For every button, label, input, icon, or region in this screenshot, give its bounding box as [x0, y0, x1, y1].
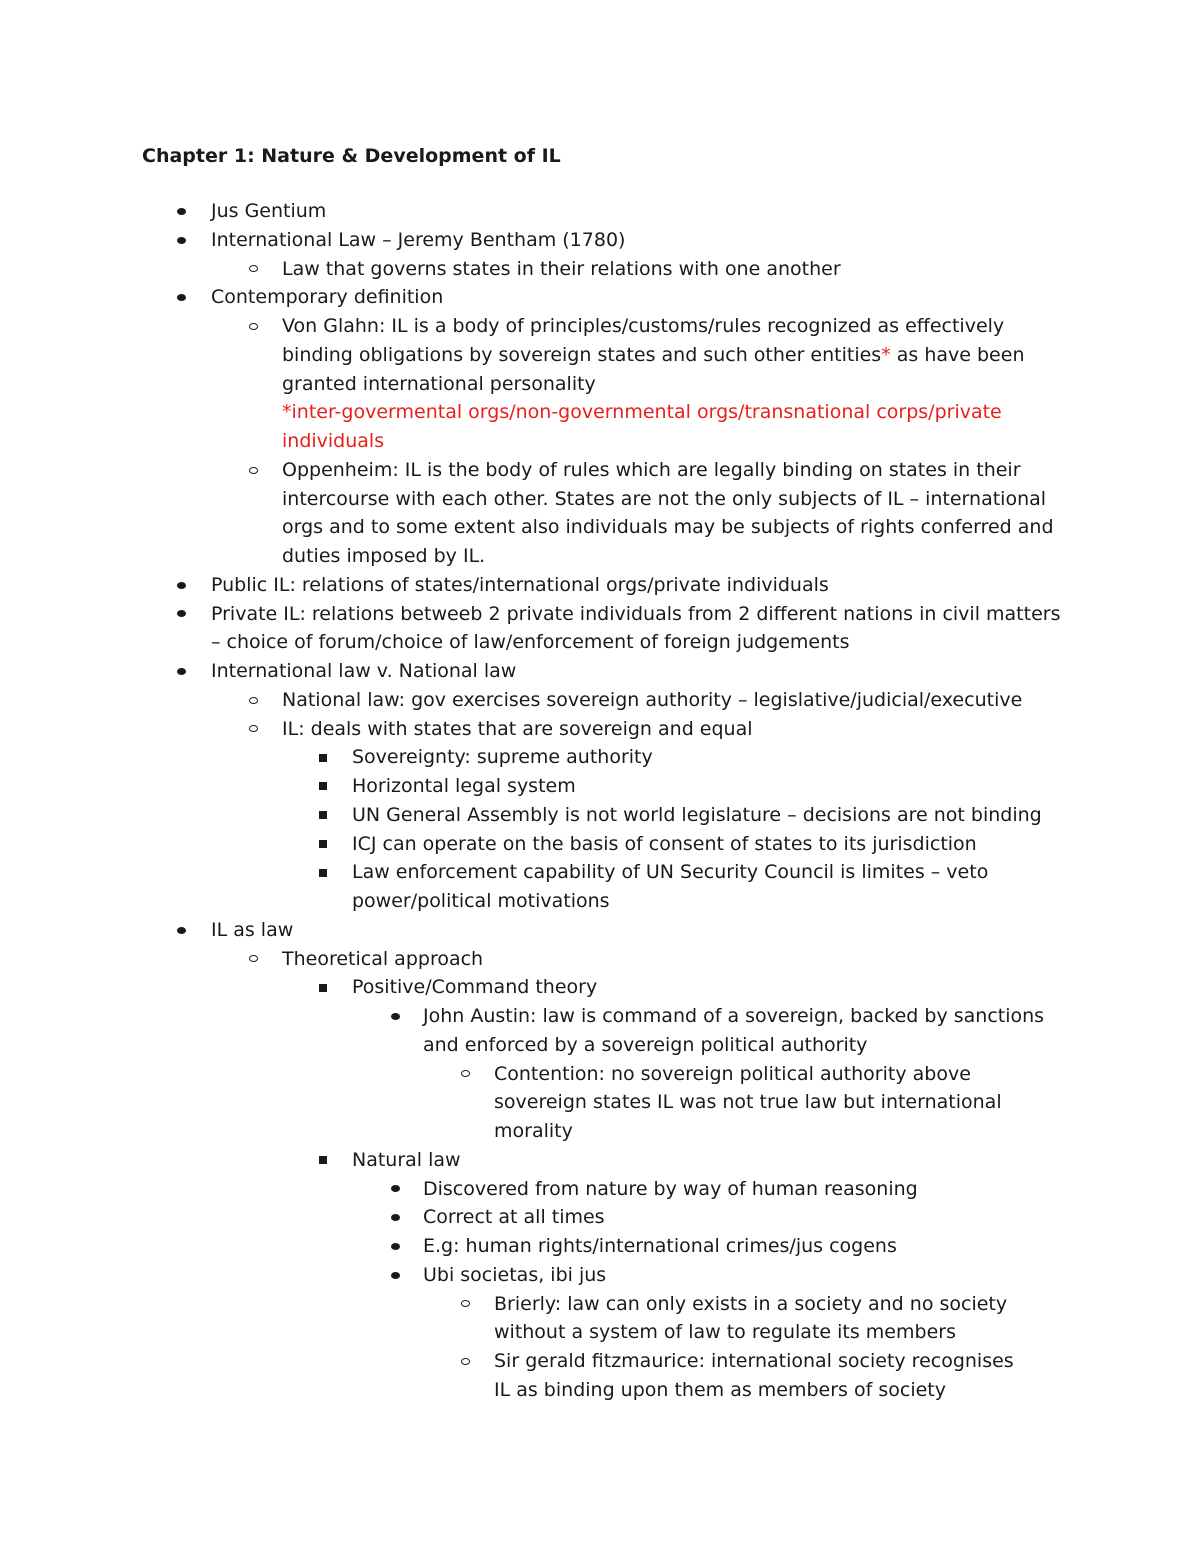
- list-item: [0, 743, 1070, 772]
- item-text: International Law – Jeremy Bentham (1780): [211, 228, 626, 251]
- disc-bullet-icon: [388, 1175, 402, 1204]
- list-item: [0, 255, 1070, 284]
- item-text: Law that governs states in their relations with one another: [282, 257, 841, 280]
- circle-bullet-icon: [246, 686, 260, 715]
- circle-bullet-icon: [246, 715, 260, 744]
- list-item: [0, 1232, 1070, 1261]
- item-text: IL: deals with states that are sovereign and equal: [282, 717, 753, 740]
- item-text: Positive/Command theory: [352, 976, 598, 999]
- item-text: [282, 315, 1024, 395]
- list-item: [0, 973, 1070, 1002]
- circle-bullet-icon: [246, 312, 260, 341]
- list-item: [0, 772, 1070, 801]
- item-text: Brierly: law can only exists in a society and no society without a system of law to regulate its members: [494, 1292, 1008, 1344]
- circle-bullet-icon: [246, 456, 260, 485]
- square-bullet-icon: [316, 801, 330, 830]
- footnote-text: *inter-govermental orgs/non-governmental orgs/transnational corps/private individuals: [282, 401, 1002, 452]
- list-item: [0, 1290, 1030, 1348]
- circle-bullet-icon: [458, 1290, 472, 1319]
- item-text: Correct at all times: [423, 1206, 605, 1229]
- list-item: [0, 945, 1070, 974]
- item-text: Law enforcement capability of UN Security Council is limites – veto power/political motivations: [352, 861, 989, 912]
- list-item: [0, 1146, 1070, 1175]
- list-item: [0, 686, 1070, 715]
- list-item: [0, 456, 1070, 571]
- circle-bullet-icon: [246, 255, 260, 284]
- item-text: John Austin: law is command of a sovereign, backed by sanctions and enforced by a sovereign political authority: [423, 1005, 1045, 1056]
- list-item: [0, 312, 1070, 456]
- von-glahn-text: Von Glahn: IL is a body of principles/customs/rules recognized as effectively binding obligations by sovereign states and such other entities: [282, 315, 1005, 366]
- item-text: Contention: no sovereign political authority above sovereign states IL was not true law but international morality: [494, 1062, 1002, 1142]
- list-item: [0, 657, 1075, 686]
- circle-bullet-icon: [458, 1060, 472, 1089]
- list-item: [0, 1347, 1030, 1405]
- disc-bullet-icon: [388, 1261, 402, 1290]
- outline-list: [0, 197, 1200, 1405]
- item-text: Natural law: [352, 1148, 461, 1171]
- item-text: UN General Assembly is not world legislature – decisions are not binding: [352, 803, 1042, 826]
- list-item: [0, 283, 1075, 312]
- item-text: Oppenheim: IL is the body of rules which are legally binding on states in their intercourse with each other. States are not the only subjects of IL – international orgs and to some extent also individuals may be subjects of rights conferred and duties imposed by IL.: [282, 458, 1054, 567]
- circle-bullet-icon: [458, 1347, 472, 1376]
- item-text: Sovereignty: supreme authority: [352, 746, 653, 769]
- square-bullet-icon: [316, 973, 330, 1002]
- list-item: [0, 571, 1075, 600]
- disc-bullet-icon: [388, 1002, 402, 1031]
- item-text: E.g: human rights/international crimes/jus cogens: [423, 1235, 897, 1257]
- square-bullet-icon: [316, 743, 330, 772]
- item-text: Discovered from nature by way of human reasoning: [423, 1177, 918, 1200]
- item-text: National law: gov exercises sovereign authority – legislative/judicial/executive: [282, 688, 1023, 711]
- square-bullet-icon: [316, 830, 330, 859]
- square-bullet-icon: [316, 772, 330, 801]
- list-item: [0, 830, 1070, 859]
- item-text: Sir gerald fitzmaurice: international society recognises IL as binding upon them as members of society: [494, 1350, 1014, 1401]
- square-bullet-icon: [316, 858, 330, 887]
- item-text: Horizontal legal system: [352, 775, 576, 797]
- list-item: [0, 600, 1075, 658]
- list-item: [0, 1002, 1070, 1060]
- asterisk-marker: *: [881, 343, 891, 366]
- list-item: [0, 858, 1070, 916]
- list-item: [0, 916, 1075, 945]
- item-text: Jus Gentium: [211, 200, 327, 222]
- list-item: [0, 1060, 1030, 1146]
- item-text: Contemporary definition: [211, 286, 444, 309]
- item-text: ICJ can operate on the basis of consent of states to its jurisdiction: [352, 832, 977, 855]
- item-text: Ubi societas, ibi jus: [423, 1263, 607, 1286]
- disc-bullet-icon: [174, 600, 188, 629]
- list-item: [0, 801, 1070, 830]
- disc-bullet-icon: [174, 916, 188, 945]
- item-text: Theoretical approach: [282, 947, 484, 970]
- list-item: [0, 1203, 1070, 1232]
- list-item: [0, 197, 1075, 226]
- disc-bullet-icon: [174, 657, 188, 686]
- square-bullet-icon: [316, 1146, 330, 1175]
- disc-bullet-icon: [388, 1203, 402, 1232]
- item-text: IL as law: [211, 918, 294, 941]
- page-title: Chapter 1: Nature & Development of IL: [142, 145, 561, 167]
- list-item: [0, 715, 1070, 744]
- disc-bullet-icon: [174, 571, 188, 600]
- disc-bullet-icon: [174, 283, 188, 312]
- item-text: International law v. National law: [211, 660, 517, 682]
- list-item: [0, 226, 1075, 255]
- disc-bullet-icon: [388, 1232, 402, 1261]
- von-glahn-text-end: as have been granted international personality: [282, 343, 1025, 395]
- list-item: [0, 1175, 1070, 1204]
- circle-bullet-icon: [246, 945, 260, 974]
- disc-bullet-icon: [174, 226, 188, 255]
- item-text: Public IL: relations of states/international orgs/private individuals: [211, 573, 829, 596]
- item-text: Private IL: relations betweeb 2 private individuals from 2 different nations in civil matters – choice of forum/choice of law/enforcement of foreign judgements: [211, 602, 1061, 654]
- disc-bullet-icon: [174, 197, 188, 226]
- list-item: [0, 1261, 1070, 1290]
